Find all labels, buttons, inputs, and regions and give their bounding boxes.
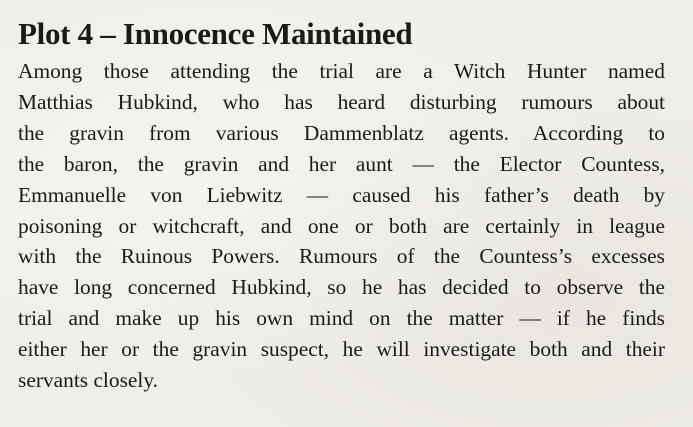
body-line: either her or the gravin suspect, he will investigate both and their <box>18 337 665 362</box>
body-line: Matthias Hubkind, who has heard disturbing rumours about <box>18 89 665 114</box>
body-paragraph <box>18 56 665 396</box>
body-line: Among those attending the trial are a Witch Hunter named <box>18 59 665 83</box>
body-line: the baron, the gravin and her aunt — the Elector Countess, <box>18 151 665 176</box>
body-line-last: servants closely. <box>18 368 158 393</box>
section-heading: Plot 4 – Innocence Maintained <box>18 16 413 51</box>
body-line: have long concerned Hubkind, so he has decided to observe the <box>18 275 665 300</box>
body-line: with the Ruinous Powers. Rumours of the Countess’s excesses <box>18 244 665 269</box>
body-line: trial and make up his own mind on the matter — if he finds <box>18 306 665 331</box>
body-line: Emmanuelle von Liebwitz — caused his father’s death by <box>18 182 665 207</box>
body-line: the gravin from various Dammenblatz agents. According to <box>18 120 665 145</box>
body-line: poisoning or witchcraft, and one or both are certainly in league <box>18 213 665 238</box>
